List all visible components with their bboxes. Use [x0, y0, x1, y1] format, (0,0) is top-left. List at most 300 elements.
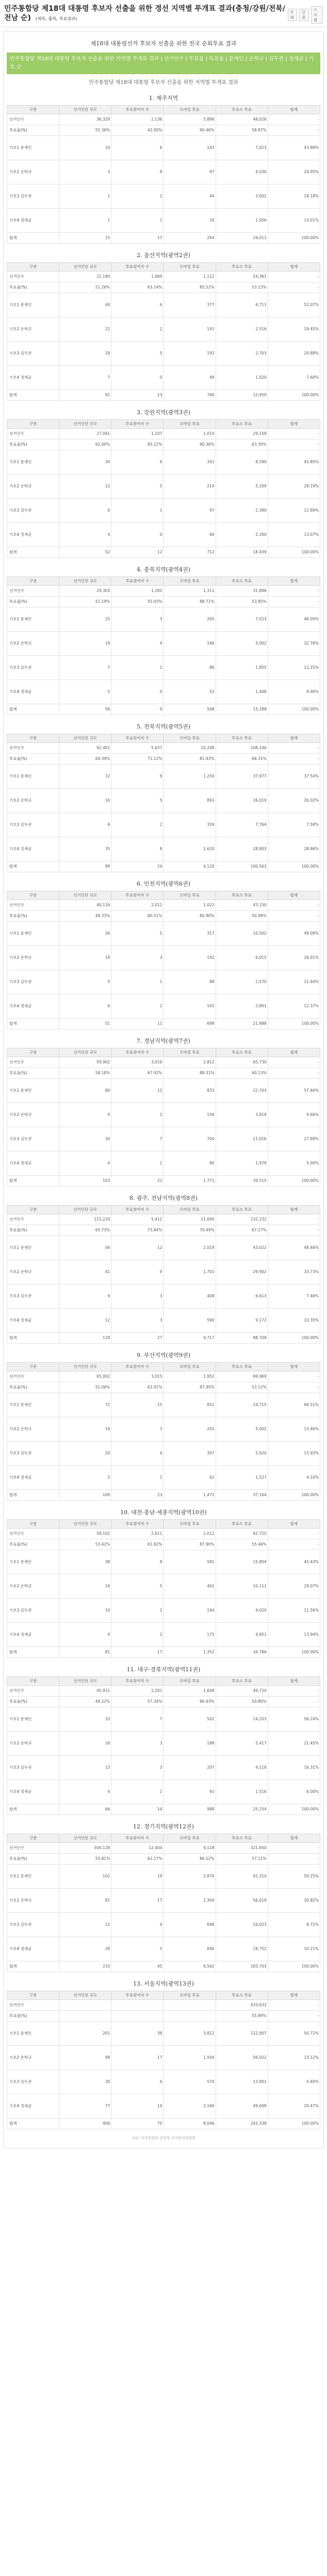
table-row: [7, 911, 320, 922]
table-cell: 1,311: [164, 586, 216, 597]
table-row: [7, 136, 320, 160]
table-cell: 109: [59, 1490, 111, 1501]
table-cell: 100.00%: [268, 1647, 320, 1658]
table-cell: 397: [164, 1442, 216, 1466]
table-cell: 3: [111, 1756, 164, 1780]
table-cell: [59, 2000, 111, 2011]
table-cell: 508: [164, 704, 216, 715]
table-row: [7, 160, 320, 184]
table-cell: 100.00%: [268, 1019, 320, 1029]
table-cell: 5,920: [216, 1442, 268, 1466]
table-cell: 5,417: [216, 1732, 268, 1756]
table-cell: 49.33%: [59, 911, 111, 922]
row-label: 투표율(%): [7, 911, 59, 922]
table-header-row: [7, 1048, 320, 1057]
column-header: 구분: [7, 734, 59, 743]
table-row: [7, 2094, 320, 2119]
table-cell: 1,069: [111, 272, 164, 282]
table-row: [7, 125, 320, 136]
table-cell: 2,136: [111, 114, 164, 125]
table-cell: [164, 2000, 216, 2011]
column-header: 합계: [268, 263, 320, 272]
table-row: [7, 1260, 320, 1284]
row-label: 기호1 문재인: [7, 1707, 59, 1732]
table-cell: 5: [111, 789, 164, 813]
table-cell: 40,116: [59, 900, 111, 911]
table-cell: 62.27%: [111, 1854, 164, 1865]
document-header: [0, 0, 327, 27]
table-cell: -: [268, 1843, 320, 1854]
table-cell: 26: [59, 922, 111, 946]
table-row: [7, 474, 320, 499]
table-cell: 92,401: [59, 743, 111, 754]
table-cell: 101: [164, 994, 216, 1019]
table-cell: 30: [59, 2070, 111, 2094]
table-cell: 5: [59, 970, 111, 994]
table-cell: 15.93%: [268, 1442, 320, 1466]
table-cell: 100.00%: [268, 2119, 320, 2129]
table-cell: -: [268, 1214, 320, 1225]
row-label: 투표율(%): [7, 1697, 59, 1707]
table-row: [7, 366, 320, 390]
row-label: 선거인수: [7, 1686, 59, 1697]
table-cell: 1,472: [164, 1490, 216, 1501]
table-cell: 45,911: [59, 1686, 111, 1697]
table-cell: -: [268, 272, 320, 282]
table-cell: 13.46%: [268, 1417, 320, 1442]
table-cell: 233: [59, 1961, 111, 1972]
table-cell: 51.26%: [59, 282, 111, 293]
table-cell: 55.36%: [59, 125, 111, 136]
table-row: [7, 861, 320, 872]
column-header: 모바일 투표: [164, 1048, 216, 1057]
table-row: [7, 1371, 320, 1382]
table-cell: 13.94%: [268, 1623, 320, 1647]
row-label: 투표율(%): [7, 125, 59, 136]
table-row: [7, 632, 320, 656]
table-cell: 49.22%: [59, 1697, 111, 1707]
row-label: 기호1 문재인: [7, 1236, 59, 1260]
table-cell: 6: [111, 450, 164, 474]
table-cell: 50.98%: [216, 911, 268, 922]
table-cell: 43.88%: [268, 136, 320, 160]
region-section: [7, 1508, 320, 1658]
table-cell: 18,752: [216, 1937, 268, 1961]
table-cell: 21,888: [216, 1019, 268, 1029]
table-cell: 87.95%: [164, 1382, 216, 1393]
table-cell: 100.00%: [268, 1490, 320, 1501]
column-header: 선거인단 규모: [59, 577, 111, 586]
table-cell: 46.09%: [268, 607, 320, 632]
table-row: [7, 1214, 320, 1225]
row-label: 기호3 김두관: [7, 1913, 59, 1937]
row-label: 기호2 손학규: [7, 632, 59, 656]
table-cell: 81: [59, 1647, 111, 1658]
column-header: 합계: [268, 1677, 320, 1686]
table-header-row: [7, 1834, 320, 1843]
table-cell: 132,232: [216, 1214, 268, 1225]
column-header: 선거인단 규모: [59, 106, 111, 114]
table-row: [7, 1647, 320, 1658]
table-cell: 15: [111, 1393, 164, 1417]
table-cell: 590: [164, 1309, 216, 1333]
table-cell: 6.00%: [268, 1780, 320, 1804]
table-cell: 10,111: [216, 1574, 268, 1599]
table-row: [7, 547, 320, 558]
table-cell: 97: [164, 160, 216, 184]
table-cell: 28,803: [216, 837, 268, 861]
row-label: 합계: [7, 704, 59, 715]
table-cell: 1,504: [164, 2046, 216, 2070]
table-cell: 581: [164, 1550, 216, 1574]
table-cell: 6,711: [216, 293, 268, 317]
table-cell: 242,338: [216, 2119, 268, 2129]
table-cell: 704: [164, 1127, 216, 1151]
table-cell: 55.89%: [216, 2011, 268, 2022]
table-cell: 14: [59, 1417, 111, 1442]
table-cell: 26.02%: [268, 789, 320, 813]
table-cell: 26.91%: [268, 946, 320, 970]
table-cell: 14,203: [216, 1707, 268, 1732]
column-header: 합계: [268, 1520, 320, 1529]
row-label: 기호4 정세균: [7, 1151, 59, 1176]
table-cell: 103: [59, 1176, 111, 1187]
table-row: [7, 272, 320, 282]
table-cell: 11,600: [164, 1214, 216, 1225]
table-cell: -: [268, 1382, 320, 1393]
column-header: 투표소 투표: [216, 891, 268, 900]
table-cell: 100.00%: [268, 1176, 320, 1187]
table-cell: 88: [164, 970, 216, 994]
table-cell: 5,002: [216, 1417, 268, 1442]
table-cell: 53.13%: [216, 282, 268, 293]
table-cell: 12: [111, 1236, 164, 1260]
table-cell: 73.84%: [111, 1225, 164, 1236]
column-header: 합계: [268, 1206, 320, 1214]
table-cell: 10.21%: [268, 1937, 320, 1961]
table-cell: 2: [111, 656, 164, 680]
table-cell: 4,030: [216, 160, 268, 184]
table-cell: 4: [59, 1151, 111, 1176]
font-size-button[interactable]: 글꼴: [299, 9, 309, 21]
region-heading: 4. 충북지역(광역4권): [137, 566, 190, 573]
row-label: 기호4 정세균: [7, 1309, 59, 1333]
table-cell: 52.07%: [268, 293, 320, 317]
table-row: [7, 1236, 320, 1260]
table-cell: 2,611: [111, 1529, 164, 1539]
table-cell: 31,896: [216, 586, 268, 597]
table-cell: 10: [59, 136, 111, 160]
table-cell: 7.46%: [268, 1284, 320, 1309]
table-cell: 12: [111, 1079, 164, 1103]
table-cell: 5: [111, 922, 164, 946]
row-label: 기호1 문재인: [7, 136, 59, 160]
row-label: 기호4 정세균: [7, 1937, 59, 1961]
table-cell: 90.46%: [164, 125, 216, 136]
table-cell: 14: [111, 2094, 164, 2119]
table-cell: 359: [164, 813, 216, 837]
table-row: [7, 743, 320, 754]
table-cell: 44: [164, 184, 216, 209]
column-header: 투표참여자 수: [111, 734, 164, 743]
row-label: 선거인수: [7, 1529, 59, 1539]
table-row: [7, 789, 320, 813]
table-cell: -: [268, 1371, 320, 1382]
column-header: 합계: [268, 891, 320, 900]
table-cell: 1: [111, 499, 164, 523]
table-cell: 2,201: [111, 1686, 164, 1697]
column-header: 선거인단 규모: [59, 420, 111, 429]
table-cell: 7,023: [216, 607, 268, 632]
table-cell: 1,282: [111, 586, 164, 597]
table-cell: 4,118: [216, 1756, 268, 1780]
table-cell: 100.00%: [268, 704, 320, 715]
article-body: [3, 31, 324, 2148]
row-label: 기호4 정세균: [7, 994, 59, 1019]
table-cell: -: [268, 1539, 320, 1550]
table-cell: 48.46%: [268, 1236, 320, 1260]
table-cell: 35: [59, 837, 111, 861]
table-cell: 57.34%: [111, 1697, 164, 1707]
table-cell: 1,956: [216, 209, 268, 233]
column-header: 모바일 투표: [164, 734, 216, 743]
row-label: 기호2 손학규: [7, 1260, 59, 1284]
scrap-button[interactable]: 스크랩: [311, 6, 323, 24]
table-cell: 194: [164, 1599, 216, 1623]
table-row: [7, 1854, 320, 1865]
table-cell: 22: [59, 317, 111, 342]
table-cell: 29,303: [59, 586, 111, 597]
column-header: 구분: [7, 263, 59, 272]
column-header: 선거인단 규모: [59, 1363, 111, 1371]
table-cell: 122,907: [216, 2022, 268, 2046]
table-row: [7, 1539, 320, 1550]
table-cell: 2,801: [216, 994, 268, 1019]
table-cell: 10,208: [164, 743, 216, 754]
table-row: [7, 2119, 320, 2129]
table-row: [7, 1686, 320, 1697]
table-header-row: [7, 734, 320, 743]
table-row: [7, 900, 320, 911]
row-label: 합계: [7, 861, 59, 872]
table-row: [7, 1599, 320, 1623]
table-cell: 402: [164, 1574, 216, 1599]
table-cell: 7: [59, 366, 111, 390]
column-header: 투표소 투표: [216, 1991, 268, 2000]
row-label: 기호2 손학규: [7, 1889, 59, 1913]
table-cell: 49: [164, 366, 216, 390]
table-cell: 12.37%: [268, 994, 320, 1019]
row-label: 기호1 문재인: [7, 293, 59, 317]
table-cell: 2: [111, 813, 164, 837]
row-label: 투표율(%): [7, 2011, 59, 2022]
table-cell: 42.00%: [111, 125, 164, 136]
table-cell: 1,516: [216, 1780, 268, 1804]
table-cell: 55.46%: [216, 1539, 268, 1550]
table-cell: 49,720: [216, 1686, 268, 1697]
region-table: [7, 262, 320, 401]
table-cell: -: [268, 597, 320, 607]
table-row: [7, 293, 320, 317]
source-note: 자료: 민주통합당 중앙당 선거관리위원회: [132, 2136, 195, 2140]
table-cell: 1,771: [164, 1176, 216, 1187]
table-cell: 14: [111, 1804, 164, 1815]
region-table: [7, 1676, 320, 1815]
column-header: 모바일 투표: [164, 1206, 216, 1214]
table-cell: 50.80%: [216, 1697, 268, 1707]
table-cell: 8,046: [164, 2119, 216, 2129]
table-cell: -: [268, 743, 320, 754]
table-cell: 2: [111, 184, 164, 209]
table-cell: 45.85%: [268, 450, 320, 474]
region-heading: 6. 인천지역(광역6권): [137, 880, 190, 887]
table-cell: 8: [111, 1550, 164, 1574]
table-cell: 4: [111, 1913, 164, 1937]
row-label: 기호1 문재인: [7, 1865, 59, 1889]
row-label: 합계: [7, 1647, 59, 1658]
table-cell: 23.12%: [268, 2046, 320, 2070]
region-heading: 3. 강원지역(광역3권): [137, 409, 190, 416]
column-header: 투표소 투표: [216, 1677, 268, 1686]
row-label: 기호2 손학규: [7, 1103, 59, 1127]
table-cell: 6: [111, 2070, 164, 2094]
table-cell: 14: [59, 946, 111, 970]
table-cell: 4,851: [216, 1623, 268, 1647]
table-cell: 5,637: [111, 743, 164, 754]
header-tools: [288, 6, 323, 24]
region-section: [7, 1194, 320, 1344]
table-row: [7, 1529, 320, 1539]
table-cell: 64.39%: [59, 754, 111, 765]
table-cell: 1,978: [216, 1151, 268, 1176]
region-section: [7, 879, 320, 1029]
table-row: [7, 1550, 320, 1574]
table-cell: 22: [59, 1913, 111, 1937]
table-cell: 5: [111, 342, 164, 366]
table-cell: 50.72%: [268, 2022, 320, 2046]
row-label: 합계: [7, 2119, 59, 2129]
row-label: 선거인수: [7, 2000, 59, 2011]
table-row: [7, 1937, 320, 1961]
table-cell: 0: [111, 680, 164, 704]
table-cell: 4: [111, 632, 164, 656]
table-row: [7, 586, 320, 597]
column-header: 선거인단 규모: [59, 1677, 111, 1686]
table-cell: 12,404: [111, 1843, 164, 1854]
table-cell: 1,608: [164, 1686, 216, 1697]
table-cell: 1: [59, 209, 111, 233]
region-table: [7, 1362, 320, 1501]
table-cell: 3: [111, 1732, 164, 1756]
table-cell: 408: [164, 1284, 216, 1309]
row-label: 기호1 문재인: [7, 1079, 59, 1103]
table-cell: 8.72%: [268, 1913, 320, 1937]
region-table: [7, 1205, 320, 1344]
region-heading: 5. 전북지역(광역5권): [137, 723, 190, 730]
table-cell: 11.56%: [268, 1599, 320, 1623]
print-button[interactable]: 인쇄: [288, 9, 298, 21]
table-cell: 55.93%: [111, 597, 164, 607]
region-table: [7, 891, 320, 1029]
table-cell: 2,380: [216, 499, 268, 523]
table-cell: 317: [164, 922, 216, 946]
header-row: [4, 4, 323, 24]
table-cell: 7.58%: [268, 813, 320, 837]
table-cell: 37,977: [216, 765, 268, 789]
table-row: [7, 2022, 320, 2046]
row-label: 합계: [7, 233, 59, 244]
row-label: 기호3 김두관: [7, 813, 59, 837]
table-cell: 17: [111, 1889, 164, 1913]
table-cell: 27: [111, 1333, 164, 1344]
table-cell: 87.90%: [164, 1539, 216, 1550]
table-cell: 1,527: [216, 1466, 268, 1490]
column-header: 모바일 투표: [164, 420, 216, 429]
row-label: 선거인수: [7, 272, 59, 282]
table-cell: 2,012: [111, 900, 164, 911]
column-header: 모바일 투표: [164, 263, 216, 272]
column-header: 모바일 투표: [164, 577, 216, 586]
table-cell: 37,164: [216, 1490, 268, 1501]
table-cell: 9: [111, 704, 164, 715]
row-label: 기호4 정세균: [7, 1466, 59, 1490]
row-label: 투표율(%): [7, 1225, 59, 1236]
column-header: 투표소 투표: [216, 1834, 268, 1843]
table-row: [7, 2046, 320, 2070]
table-cell: 1,107: [111, 429, 164, 439]
table-cell: 39,515: [216, 1176, 268, 1187]
table-cell: 17: [111, 233, 164, 244]
column-header: 투표소 투표: [216, 1363, 268, 1371]
row-label: 기호4 정세균: [7, 209, 59, 233]
table-cell: 5: [111, 474, 164, 499]
table-cell: 988: [164, 1804, 216, 1815]
table-cell: 16,011: [216, 233, 268, 244]
table-cell: 24.95%: [268, 160, 320, 184]
table-cell: 3,812: [164, 2022, 216, 2046]
table-row: [7, 813, 320, 837]
column-header: 구분: [7, 106, 59, 114]
table-cell: 27.88%: [268, 1127, 320, 1151]
table-cell: 3,818: [216, 1103, 268, 1127]
table-row: [7, 1780, 320, 1804]
table-row: [7, 1756, 320, 1780]
table-cell: 32: [59, 765, 111, 789]
table-cell: 502: [164, 1707, 216, 1732]
column-header: 투표참여자 수: [111, 106, 164, 114]
table-cell: 2,870: [164, 1865, 216, 1889]
table-cell: 5,209: [216, 474, 268, 499]
table-cell: 4: [111, 1442, 164, 1466]
table-row: [7, 1103, 320, 1127]
table-cell: 183,703: [216, 1961, 268, 1972]
table-header-row: [7, 1677, 320, 1686]
table-cell: 5: [111, 1574, 164, 1599]
table-header-row: [7, 577, 320, 586]
column-header: 구분: [7, 420, 59, 429]
region-heading: 13. 서울지역(광역13권): [133, 1980, 194, 1987]
table-row: [7, 184, 320, 209]
table-cell: 100.00%: [268, 547, 320, 558]
table-cell: 1,020: [216, 366, 268, 390]
table-cell: [111, 2011, 164, 2022]
table-cell: 214: [164, 474, 216, 499]
column-header: 선거인단 규모: [59, 1206, 111, 1214]
column-header: 투표소 투표: [216, 1206, 268, 1214]
table-cell: 88,709: [216, 1333, 268, 1344]
table-cell: 30: [59, 1127, 111, 1151]
table-cell: 49,608: [216, 2094, 268, 2119]
